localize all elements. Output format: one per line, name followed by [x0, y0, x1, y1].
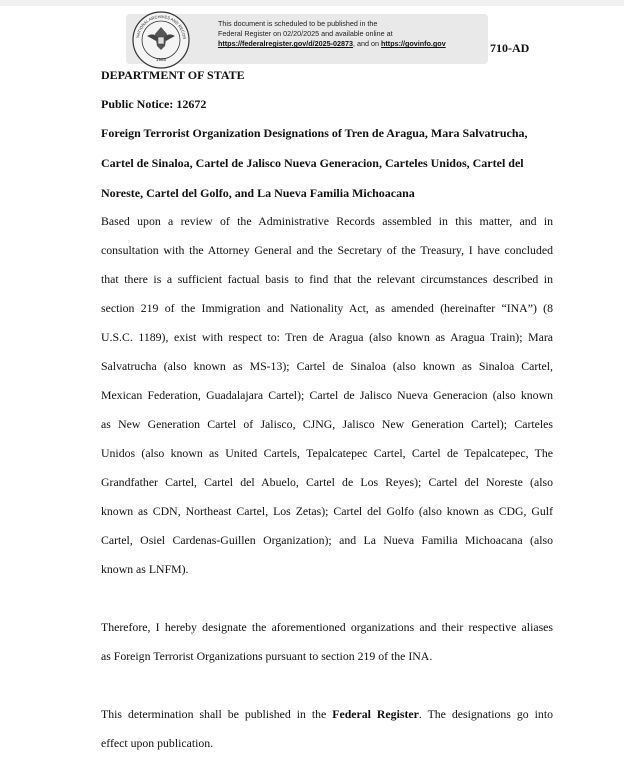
publication-text-a: This determination shall be published in the	[101, 707, 333, 721]
public-notice-number: Public Notice: 12672	[101, 97, 207, 111]
body-line: Grandfather Cartel, Cartel del Abuelo, Cartel de Los Reyes); Cartel del Noreste (also	[101, 475, 553, 489]
seal-year: 1985	[155, 57, 167, 62]
federal-register-link[interactable]: https://federalregister.gov/d/2025-02873	[218, 39, 354, 49]
publication-text-b: . The designations go into	[418, 707, 553, 721]
body-line: U.S.C. 1189), exist with respect to: Tren de Aragua (also known as Aragua Train); Mara	[101, 330, 553, 344]
body-line	[101, 707, 553, 722]
banner-text-block	[218, 19, 493, 50]
body-line: Unidos (also known as United Cartels, Tepalcatepec Cartel, Cartel de Tepalcatepec, The	[101, 446, 553, 460]
body-line: Mexican Federation, Guadalajara Cartel); Cartel de Jalisco Nueva Generacion (also known	[101, 388, 553, 402]
title-line: Cartel de Sinaloa, Cartel de Jalisco Nueva Generacion, Carteles Unidos, Cartel del	[101, 156, 524, 170]
national-archives-seal-icon	[131, 10, 191, 70]
govinfo-link[interactable]: https://govinfo.gov	[381, 39, 446, 49]
body-line: Cartel, Osiel Cardenas-Guillen Organization); and La Nueva Familia Michoacana (also	[101, 533, 553, 547]
body-line: as New Generation Cartel of Jalisco, CJNG, Jalisco New Generation Cartel); Carteles	[101, 417, 553, 431]
banner-line-3	[218, 39, 493, 49]
body-line: known as LNFM).	[101, 562, 189, 576]
body-line: as Foreign Terrorist Organizations pursuant to section 219 of the INA.	[101, 649, 433, 663]
banner-line-2: Federal Register on 02/20/2025 and available online at	[218, 29, 393, 39]
body-line: that there is a sufficient factual basis to find that the relevant circumstances described in	[101, 272, 553, 286]
body-line: Salvatrucha (also known as MS-13); Cartel de Sinaloa (also known as Sinaloa Cartel,	[101, 359, 553, 373]
seal-arc-text: NATIONAL ARCHIVES AND RECOR	[135, 13, 188, 40]
body-line: effect upon publication.	[101, 736, 214, 750]
title-line: Foreign Terrorist Organization Designations of Tren de Aragua, Mara Salvatrucha,	[101, 126, 528, 140]
page-top-edge	[0, 0, 624, 6]
title-line: Noreste, Cartel del Golfo, and La Nueva Familia Michoacana	[101, 186, 415, 200]
body-line: Based upon a review of the Administrative Records assembled in this matter, and in	[101, 214, 553, 228]
document-code: 710-AD	[490, 41, 530, 55]
federal-register-term: Federal Register	[332, 707, 419, 721]
body-line: Therefore, I hereby designate the aforementioned organizations and their respective aliases	[101, 620, 553, 634]
banner-line-3-mid: , and on	[353, 39, 382, 49]
body-line: section 219 of the Immigration and Nationality Act, as amended (hereinafter “INA”) (8	[101, 301, 553, 315]
agency-heading: DEPARTMENT OF STATE	[101, 68, 245, 82]
body-line: known as CDN, Northeast Cartel, Los Zetas); Cartel del Golfo (also known as CDG, Gulf	[101, 504, 553, 518]
body-line: consultation with the Attorney General and the Secretary of the Treasury, I have concluded	[101, 243, 553, 257]
banner-line-1: This document is scheduled to be published in the	[218, 19, 378, 28]
